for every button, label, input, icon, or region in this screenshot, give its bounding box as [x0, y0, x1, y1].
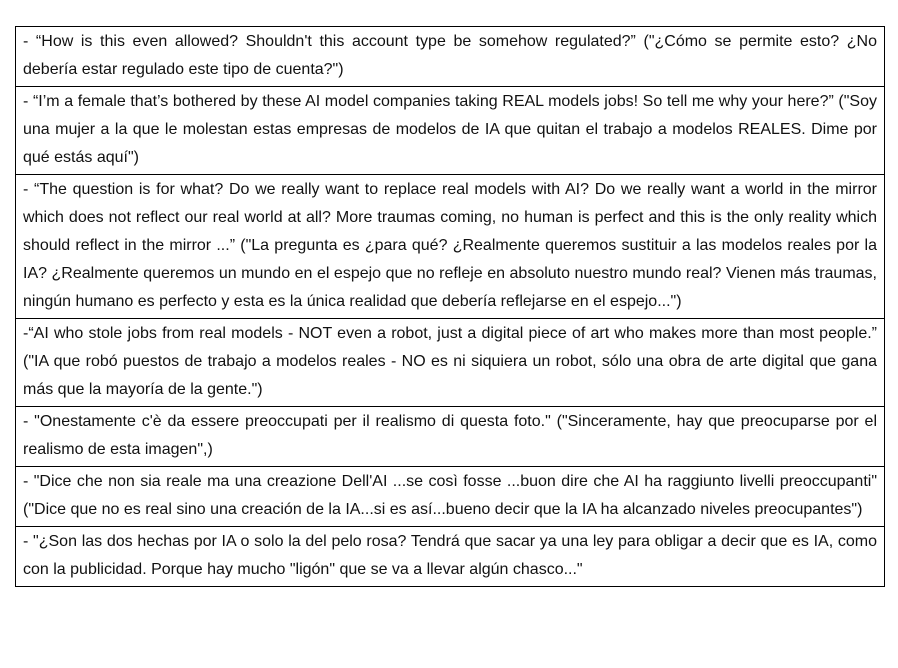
table-row [16, 319, 885, 407]
comment-cell: - “How is this even allowed? Shouldn't this account type be somehow regulated?” ("¿Cómo se permite esto? ¿No debería estar regulado este tipo de cuenta?") [16, 27, 885, 87]
comment-cell: - "Onestamente c'è da essere preoccupati per il realismo di questa foto." ("Sinceramente, hay que preocuparse por el realismo de esta imagen",) [16, 407, 885, 467]
comment-cell: - "¿Son las dos hechas por IA o solo la del pelo rosa? Tendrá que sacar ya una ley para obligar a decir que es IA, como con la publicidad. Porque hay mucho "ligón" que se va a llevar algún chasco..." [16, 527, 885, 587]
comment-cell: - “I’m a female that’s bothered by these AI model companies taking REAL models jobs! So tell me why your here?” ("Soy una mujer a la que le molestan estas empresas de modelos de IA que quitan el trabajo a modelos REALES. Dime por qué estás aquí") [16, 87, 885, 175]
comment-cell: - “The question is for what? Do we really want to replace real models with AI? Do we really want a world in the mirror which does not reflect our real world at all? More traumas coming, no human is perfect and this is the only reality which should reflect in the mirror ...” ("La pregunta es ¿para qué? ¿Realmente queremos sustituir a las modelos reales por la IA? ¿Realmente queremos un mundo en el espejo que no refleje en absoluto nuestro mundo real? Vienen más traumas, ningún humano es perfecto y esta es la única realidad que debería reflejarse en el espejo...") [16, 175, 885, 319]
comments-table [15, 26, 885, 587]
table-row [16, 527, 885, 587]
comment-cell: - "Dice che non sia reale ma una creazione Dell'AI ...se così fosse ...buon dire che AI ha raggiunto livelli preoccupanti" ("Dice que no es real sino una creación de la IA...si es así...bueno decir que la IA ha alcanzado niveles preocupantes") [16, 467, 885, 527]
table-row [16, 87, 885, 175]
comment-cell: -“AI who stole jobs from real models - NOT even a robot, just a digital piece of art who makes more than most people.” ("IA que robó puestos de trabajo a modelos reales - NO es ni siquiera un robot, sólo una obra de arte digital que gana más que la mayoría de la gente.") [16, 319, 885, 407]
table-row [16, 407, 885, 467]
table-row [16, 27, 885, 87]
table-row [16, 175, 885, 319]
table-row [16, 467, 885, 527]
